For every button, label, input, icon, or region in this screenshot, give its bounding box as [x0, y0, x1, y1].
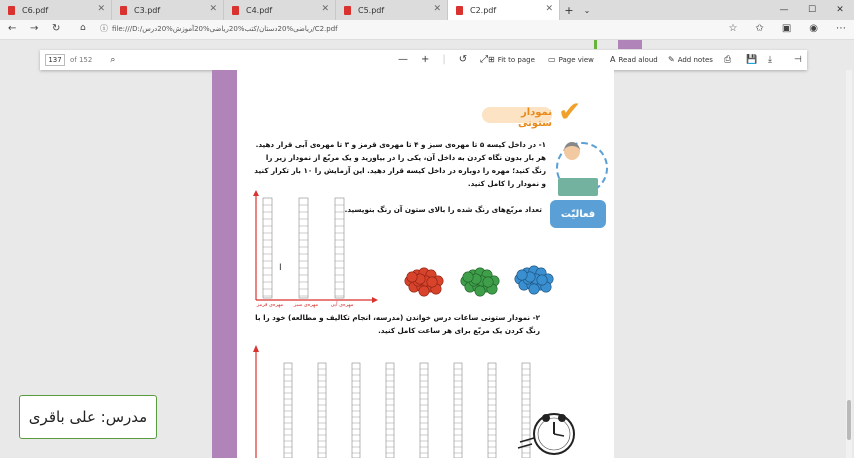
instruction-text: تعداد مربّع‌های رنگ شده را بالای ستون آن رنگ بنویسید.	[344, 205, 542, 214]
vertical-scrollbar[interactable]	[846, 70, 852, 458]
tab-label: C3.pdf	[134, 5, 161, 15]
favorite-star-icon[interactable]: ☆	[728, 23, 738, 34]
question-2-line: ۲- نمودار ستونی ساعات درس خواندن (مدرسه، انجام تکالیف و مطالعه) خود را با	[255, 313, 540, 322]
title-text: نمودار ستونی	[517, 107, 552, 129]
add-notes-label: Add notes	[677, 55, 713, 64]
question-2	[250, 313, 540, 339]
pdf-file-icon	[120, 6, 127, 15]
close-icon[interactable]: ✕	[321, 4, 329, 14]
grid-column	[335, 198, 344, 298]
red-beads-icon	[405, 268, 443, 296]
pdf-file-icon	[232, 6, 239, 15]
forward-icon[interactable]: →	[30, 23, 39, 34]
page-decoration-purple	[618, 40, 642, 49]
print-icon[interactable]: ⎙	[724, 55, 732, 65]
close-window-icon[interactable]: ✕	[836, 5, 844, 15]
bead	[529, 284, 539, 294]
refresh-icon[interactable]: ↻	[52, 23, 61, 34]
bead	[427, 277, 437, 287]
grid-column	[420, 363, 428, 458]
tab-c5[interactable]	[336, 0, 448, 20]
minimize-icon[interactable]: —	[779, 5, 789, 15]
pdf-file-icon	[344, 6, 351, 15]
add-notes-button[interactable]	[668, 55, 713, 64]
page-view-label: Page view	[558, 55, 594, 64]
grid-column	[284, 363, 292, 458]
bead	[483, 277, 493, 287]
new-tab-button[interactable]: +	[564, 3, 574, 17]
address-bar	[0, 20, 854, 40]
back-icon[interactable]: ←	[8, 23, 17, 34]
grid-column	[488, 363, 496, 458]
label-blue-bead: مهره‌ی آبی	[330, 302, 354, 308]
blue-beads-icon	[515, 266, 553, 294]
clock-character-icon	[516, 408, 578, 458]
bead-clusters	[398, 260, 558, 300]
browser-actions	[728, 23, 846, 34]
save-as-icon[interactable]: ⤓	[768, 55, 772, 65]
bead	[475, 286, 485, 296]
question-2-line: رنگ کردن یک مربّع برای هر ساعت کامل کنید.	[378, 326, 540, 335]
x-axis-arrow	[372, 297, 378, 303]
check-mark-icon: ✔	[558, 95, 582, 128]
y-axis-arrow	[253, 190, 259, 196]
label-red-bead: مهره‌ی قرمز	[256, 302, 284, 308]
tab-c4[interactable]	[224, 0, 336, 20]
grid-column	[299, 198, 308, 298]
divider: |	[442, 54, 446, 65]
pdf-toolbar	[40, 50, 807, 70]
close-icon[interactable]: ✕	[545, 4, 553, 14]
page-decoration-green	[594, 40, 597, 49]
mouse-cursor-icon: I	[279, 263, 282, 273]
y-axis-arrow	[253, 345, 259, 352]
page-total: of 152	[70, 56, 93, 64]
close-icon[interactable]: ✕	[97, 4, 105, 14]
pdf-file-icon	[8, 6, 15, 15]
tab-c6[interactable]	[0, 0, 112, 20]
pdf-file-icon	[456, 6, 463, 15]
info-icon: ⓘ	[100, 24, 108, 33]
tab-list-chevron-icon[interactable]: ⌄	[583, 5, 591, 15]
fit-to-page-label: Fit to page	[497, 55, 535, 64]
teacher-caption: مدرس: علی باقری	[19, 395, 157, 439]
bead	[537, 275, 547, 285]
fit-page-icon: ⊞	[488, 55, 495, 64]
scrollbar-thumb[interactable]	[847, 400, 851, 440]
green-beads-icon	[461, 268, 499, 296]
tab-label: C2.pdf	[470, 5, 497, 15]
question-1-line: ۱- در داخل کیسه ۵ تا مهره‌ی سبز و ۴ تا مهره‌ی قرمز و ۳ تا مهره‌ی آبی قرار دهید.	[255, 140, 546, 149]
more-icon[interactable]: ⋯	[836, 23, 846, 34]
bead-chart-grid	[248, 190, 380, 308]
study-hours-chart-grid	[248, 345, 548, 458]
question-1-line: و نمودار را کامل کنید.	[467, 179, 546, 188]
page-view-button[interactable]	[548, 55, 594, 64]
tab-label: C4.pdf	[246, 5, 273, 15]
bead	[517, 270, 527, 280]
grid-column	[318, 363, 326, 458]
page-view-icon: ▭	[548, 55, 556, 64]
profile-icon[interactable]: ◉	[809, 23, 818, 34]
read-aloud-icon: A	[610, 55, 616, 64]
zoom-in-icon[interactable]: +	[421, 54, 430, 65]
close-icon[interactable]: ✕	[433, 4, 441, 14]
tab-label: C6.pdf	[22, 5, 49, 15]
section-title	[482, 101, 552, 127]
bead	[463, 272, 473, 282]
home-icon[interactable]: ⌂	[80, 23, 86, 33]
question-1-line: هر بار بدون نگاه کردن به داخل آن، یکی را در بیاورید و یک مربّع از نمودار زیر را	[265, 153, 546, 162]
maximize-icon[interactable]: ☐	[807, 5, 817, 15]
teacher-figure-icon	[564, 142, 580, 160]
activity-label: فعالیّت	[550, 200, 606, 228]
fit-icon[interactable]: ⤢	[480, 54, 489, 65]
page-margin-strip	[212, 70, 237, 458]
fit-to-page-button[interactable]	[488, 55, 535, 64]
question-1-line: رنگ کنید؛ مهره را دوباره در داخل کیسه قرار دهید. این آزمایش را ۱۰ بار تکرار کنید	[254, 166, 546, 175]
tab-label: C5.pdf	[358, 5, 385, 15]
grid-column	[352, 363, 360, 458]
grid-column	[386, 363, 394, 458]
question-1	[250, 140, 546, 196]
collections-icon[interactable]: ▣	[781, 23, 792, 34]
read-aloud-label: Read aloud	[618, 55, 658, 64]
save-icon[interactable]: 💾	[746, 55, 758, 65]
search-icon[interactable]: ⌕	[110, 55, 116, 65]
bead	[419, 286, 429, 296]
desk-icon	[558, 178, 598, 196]
pen-icon: ✎	[668, 55, 675, 64]
zoom-tools	[398, 54, 488, 65]
grid-column	[454, 363, 462, 458]
bead	[407, 272, 417, 282]
url-field[interactable]: file:///D:/ریاضی%20دستان/کتب%20ریاضی%20آموزش%20درس/C2.pdf	[112, 25, 338, 33]
grid-column	[263, 198, 272, 298]
close-icon[interactable]: ✕	[209, 4, 217, 14]
tab-c3[interactable]	[112, 0, 224, 20]
grid-columns	[284, 363, 530, 458]
window-controls	[770, 0, 854, 20]
page-number-input[interactable]: 137	[45, 54, 65, 66]
favorites-list-icon[interactable]: ✩	[755, 23, 764, 34]
tab-bar	[0, 0, 854, 20]
tab-c2[interactable]	[448, 0, 560, 20]
grid-columns	[263, 198, 344, 298]
activity-illustration	[548, 138, 608, 233]
read-aloud-button[interactable]	[610, 55, 658, 64]
pin-toolbar-icon[interactable]: ⊣	[794, 55, 802, 65]
label-green-bead: مهره‌ی سبز	[293, 302, 319, 308]
zoom-out-icon[interactable]: —	[398, 54, 408, 65]
rotate-icon[interactable]: ↺	[458, 54, 468, 65]
